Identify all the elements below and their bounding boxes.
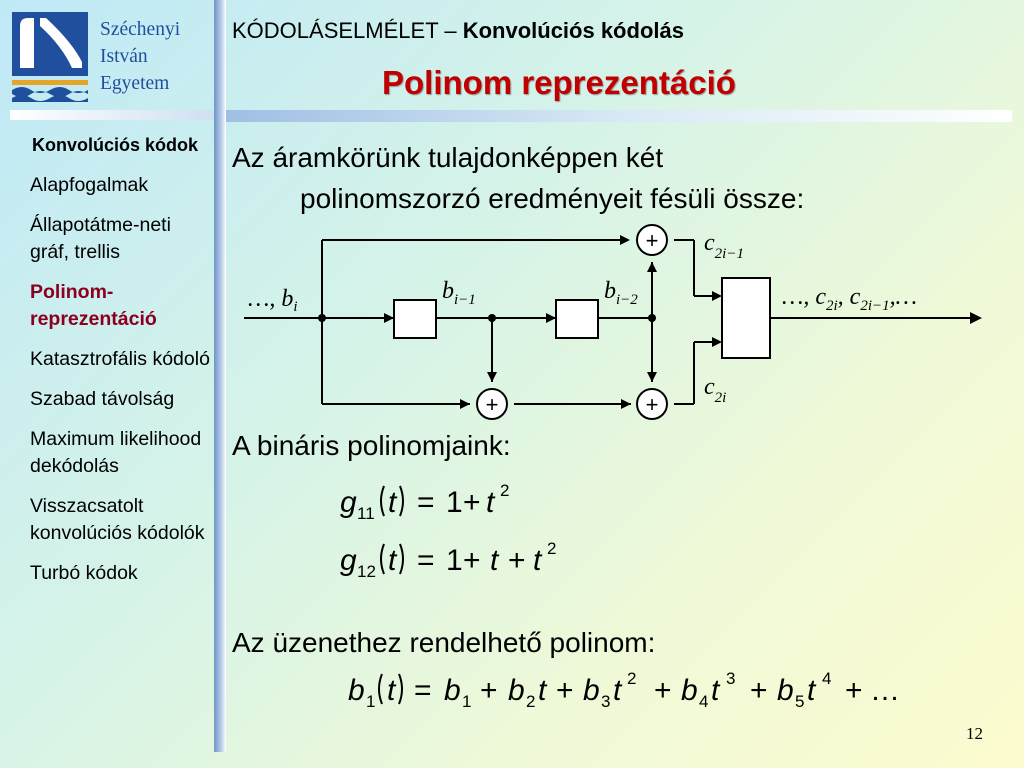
adder-bottom-2-symbol: + [645, 392, 659, 417]
svg-text:+: + [750, 674, 768, 707]
adder-top-symbol: + [645, 228, 659, 253]
svg-text:…: … [870, 674, 900, 707]
formula-b1 [348, 669, 900, 711]
svg-text:+: + [508, 544, 526, 577]
svg-text:t: t [388, 544, 397, 577]
svg-text:+: + [556, 674, 574, 707]
svg-text:+: + [463, 544, 481, 577]
nav-item-polinom-reprezentacio[interactable]: Polinom-reprezentáció [30, 281, 157, 330]
svg-text:1: 1 [366, 692, 376, 711]
svg-text:+: + [654, 674, 672, 707]
svg-text:t: t [533, 544, 542, 577]
formula-g12 [340, 539, 556, 581]
svg-text:1: 1 [446, 544, 463, 577]
page-number: 12 [966, 724, 983, 743]
svg-text:4: 4 [699, 692, 709, 711]
course-name: KÓDOLÁSELMÉLET – [232, 18, 463, 43]
nav-item-alapfogalmak[interactable]: Alapfogalmak [30, 174, 149, 196]
nav-item-maximum-likelihood[interactable]: Maximum likelihood dekódolás [30, 428, 202, 477]
input-label: …, $b_i$ [248, 286, 298, 315]
nav-item-katasztrofalis-kodolo[interactable]: Katasztrofális kódoló [30, 348, 210, 370]
svg-text:t: t [388, 486, 397, 519]
svg-text:5: 5 [795, 692, 805, 711]
intro-text-line-1: Az áramkörünk tulajdonképpen két [232, 142, 664, 173]
svg-text:t: t [807, 674, 816, 707]
svg-text:2: 2 [547, 539, 557, 558]
svg-text:t: t [486, 486, 495, 519]
output-bottom-label: $c_{2i}$ [704, 374, 727, 406]
svg-text:+: + [845, 674, 863, 707]
svg-text:b: b [583, 674, 600, 707]
output-stream-label: …, $c_{2i}$, $c_{2i-1},\dots$ [782, 284, 917, 314]
nav-section-title: Konvolúciós kódok [31, 135, 199, 155]
adder-bottom-1-symbol: + [485, 392, 499, 417]
svg-text:t: t [387, 674, 396, 707]
svg-text:1: 1 [462, 692, 472, 711]
svg-text:=: = [414, 674, 432, 707]
formula-g11 [340, 481, 509, 523]
svg-text:12: 12 [357, 562, 376, 581]
svg-text:4: 4 [822, 669, 832, 688]
polynomials-heading: A bináris polinomjaink: [232, 430, 511, 461]
nav-item-szabad-tavolsag[interactable]: Szabad távolság [30, 388, 175, 410]
register-1-label: $b_{i-1}$ [442, 278, 476, 308]
topic-name: Konvolúciós kódolás [462, 18, 684, 43]
svg-text:t: t [613, 674, 622, 707]
nav-item-allapotatmeneti-graf[interactable]: Állapotátme-neti gráf, trellis [30, 214, 171, 263]
svg-text:2: 2 [500, 481, 510, 500]
logo-line-3: Egyetem [100, 73, 170, 94]
register-2-label: $b_{i-2}$ [604, 278, 638, 308]
svg-text:b: b [348, 674, 365, 707]
nav-item-visszacsatolt-kodolok[interactable]: Visszacsatolt konvolúciós kódolók [30, 495, 205, 544]
svg-text:=: = [417, 486, 435, 519]
slide-title: Polinom reprezentáció [382, 64, 736, 101]
svg-text:t: t [711, 674, 720, 707]
svg-text:+: + [463, 486, 481, 519]
svg-text:t: t [490, 544, 499, 577]
svg-text:3: 3 [726, 669, 736, 688]
svg-text:2: 2 [526, 692, 536, 711]
svg-text:g: g [340, 544, 357, 577]
svg-text:b: b [681, 674, 698, 707]
svg-text:b: b [508, 674, 525, 707]
svg-text:=: = [417, 544, 435, 577]
svg-text:b: b [777, 674, 794, 707]
intro-text-line-2: polinomszorzó eredményeit fésüli össze: [300, 183, 805, 214]
nav-item-turbo-kodok[interactable]: Turbó kódok [30, 562, 138, 584]
svg-text:t: t [538, 674, 547, 707]
logo-line-2: István [100, 46, 148, 67]
logo-line-1: Széchenyi [100, 19, 181, 40]
svg-text:3: 3 [601, 692, 611, 711]
svg-text:+: + [480, 674, 498, 707]
output-top-label: $c_{2i-1}$ [704, 230, 744, 262]
svg-text:b: b [444, 674, 461, 707]
svg-text:1: 1 [446, 486, 463, 519]
message-polynomial-heading: Az üzenethez rendelhető polinom: [232, 627, 656, 658]
svg-text:g: g [340, 486, 357, 519]
svg-text:11: 11 [357, 504, 375, 523]
svg-text:2: 2 [627, 669, 637, 688]
